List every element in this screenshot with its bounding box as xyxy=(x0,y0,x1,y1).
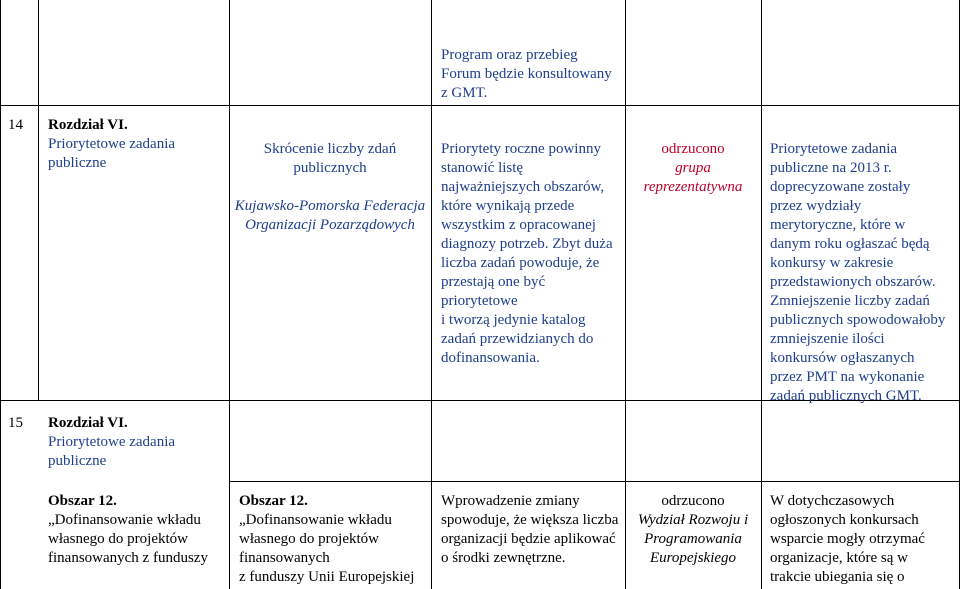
text-line: przez PMT na wykonanie xyxy=(770,369,925,385)
text-line: Forum będzie konsultowany xyxy=(441,66,612,82)
text-line: liczba zadań powoduje, że xyxy=(441,255,600,271)
chapter-subtitle: publiczne xyxy=(48,453,107,469)
status-by: grupa xyxy=(675,160,711,176)
author-line: Kujawsko-Pomorska Federacja xyxy=(234,198,426,214)
text-line: Wprowadzenie zmiany xyxy=(441,493,580,509)
chapter-title: Rozdział VI. xyxy=(48,117,128,133)
chapter-subtitle: publiczne xyxy=(48,155,107,171)
row14-chapter xyxy=(48,116,175,173)
text-line: publicznych xyxy=(293,160,367,176)
text-line: finansowanych xyxy=(239,550,330,566)
text-line: W dotychczasowych xyxy=(770,493,895,509)
row14-proposal xyxy=(229,140,431,235)
text-line: organizacje, które są w xyxy=(770,550,908,566)
row15-chapter xyxy=(48,414,175,471)
author-line: Organizacji Pozarządowych xyxy=(245,217,415,233)
text-line: przez wydziały xyxy=(770,198,862,214)
text-line: Priorytetowe zadania xyxy=(770,141,898,157)
text-line: zadań przewidzianych do xyxy=(441,331,594,347)
area-title: Obszar 12. xyxy=(239,493,308,509)
text-line: Priorytety roczne powinny xyxy=(441,141,601,157)
text-line: diagnozy potrzeb. Zbyt duża xyxy=(441,236,613,252)
chapter-title: Rozdział VI. xyxy=(48,415,128,431)
text-line: dofinansowania. xyxy=(441,350,540,366)
text-line: trakcie ubiegania się o xyxy=(770,569,905,585)
text-line: priorytetowe xyxy=(441,293,518,309)
text-line: organizacji będzie aplikować xyxy=(441,531,616,547)
status-badge: odrzucono xyxy=(661,493,725,509)
text-line: zadań publicznych GMT. xyxy=(770,388,922,404)
text-line: Skrócenie liczby zdań xyxy=(263,141,397,157)
status-by: Programowania xyxy=(644,531,742,547)
text-line: konkursy w zakresie xyxy=(770,255,894,271)
text-line: danym roku ogłaszać będą xyxy=(770,236,930,252)
text-line: własnego do projektów xyxy=(239,531,379,547)
text-line: Program oraz przebieg xyxy=(441,47,578,63)
text-line: spowoduje, że większa liczba xyxy=(441,512,619,528)
text-line: konkursów ogłaszanych xyxy=(770,350,915,366)
text-line: Zmniejszenie liczby zadań xyxy=(770,293,930,309)
text-line: „Dofinansowanie wkładu xyxy=(48,512,201,528)
bottom-response xyxy=(770,492,925,587)
text-line: „Dofinansowanie wkładu xyxy=(239,512,392,528)
chapter-subtitle: Priorytetowe zadania xyxy=(48,434,176,450)
status-by: Europejskiego xyxy=(649,550,737,566)
bottom-col3 xyxy=(239,492,414,587)
status-by: reprezentatywna xyxy=(643,179,743,195)
text-line: z GMT. xyxy=(441,85,488,101)
text-line: stanowić listę xyxy=(441,160,524,176)
bottom-col2 xyxy=(48,492,208,568)
row14-response xyxy=(770,140,945,406)
status-badge: odrzucono xyxy=(661,141,725,157)
chapter-subtitle: Priorytetowe zadania xyxy=(48,136,176,152)
text-line: zmniejszenie ilości xyxy=(770,331,885,347)
text-line: ogłoszonych konkursach xyxy=(770,512,919,528)
bottom-col4 xyxy=(441,492,618,568)
text-line: własnego do projektów xyxy=(48,531,188,547)
text-line: o środki zewnętrzne. xyxy=(441,550,566,566)
row-number: 14 xyxy=(8,117,23,133)
row14-justification xyxy=(441,140,613,368)
text-line: merytoryczne, które w xyxy=(770,217,906,233)
top-row-comment xyxy=(441,46,612,103)
status-by: Wydział Rozwoju i xyxy=(637,512,749,528)
bottom-status xyxy=(625,492,761,568)
text-line: i tworzą jedynie katalog xyxy=(441,312,586,328)
text-line: które wynikają przede xyxy=(441,198,575,214)
text-line: z funduszy Unii Europejskiej xyxy=(239,569,415,585)
row-number: 15 xyxy=(8,415,23,431)
text-line: przestają one być xyxy=(441,274,546,290)
area-title: Obszar 12. xyxy=(48,493,117,509)
text-line: wszystkim z opracowanej xyxy=(441,217,596,233)
text-line: publicznych spowodowałoby xyxy=(770,312,946,328)
text-line: doprecyzowane zostały xyxy=(770,179,911,195)
text-line: publiczne na 2013 r. xyxy=(770,160,892,176)
text-line: przedstawionych obszarów. xyxy=(770,274,936,290)
text-line: wsparcie mogły otrzymać xyxy=(770,531,925,547)
text-line: najważniejszych obszarów, xyxy=(441,179,605,195)
text-line: finansowanych z funduszy xyxy=(48,550,208,566)
row14-status xyxy=(625,140,761,197)
